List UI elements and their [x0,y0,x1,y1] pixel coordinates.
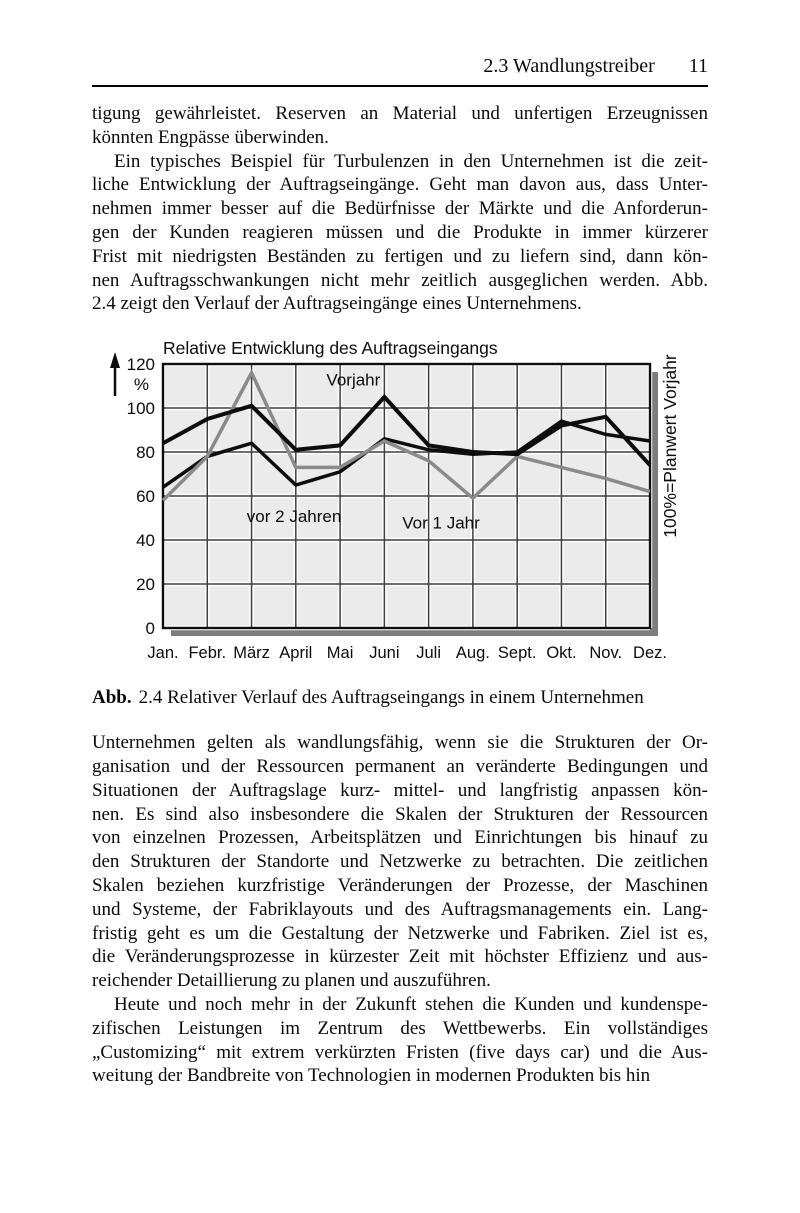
x-tick-label: April [279,644,313,663]
text-line: Frist mit niedrigsten Beständen zu fertigen und zu liefern sind, dann kön- [92,245,708,267]
y-axis-unit: % [133,375,149,395]
text-line: gen der Kunden reagieren müssen und die Produkte in immer kürzerer [92,221,708,243]
right-axis-label: 100%=Planwert Vorjahr [660,354,680,538]
x-tick-label: Dez. [633,644,667,663]
text-line: ganisation und der Ressourcen permanent an veränderte Bedingungen und [92,755,708,777]
text-line: weitung der Bandbreite von Technologien in modernen Produkten bis hin [92,1065,651,1087]
caption-label: Abb. [92,687,132,709]
section-heading: 2.3 Wandlungstreiber [483,55,655,77]
body-paragraph [92,731,708,993]
x-tick-label: Okt. [546,644,577,663]
figure-2-4 [92,338,708,670]
text-line: tigung gewährleistet. Reserven an Material und unfertigen Erzeugnissen [92,103,708,124]
text-line: von einzelnen Prozessen, Arbeitsplätzen und Einrichtungen bis hinauf zu [92,827,708,849]
x-tick-label: März [233,644,270,663]
text-line: „Customizing“ mit extrem verkürzten Fristen (five days car) und die Aus- [92,1041,708,1063]
text-line: nehmen immer besser auf die Bedürfnisse der Märkte und die Anforderun- [92,198,708,220]
x-tick-label: Aug. [455,644,490,663]
text-line: Skalen beziehen kurzfristige Veränderungen der Prozesse, der Maschinen [92,874,708,896]
text-line: könnten Engpässe überwinden. [92,126,329,148]
text-line: reichender Detaillierung zu planen und auszuführen. [92,970,491,992]
x-tick-label: Juni [369,644,400,663]
series-label-vor-2-jahren: vor 2 Jahren [246,506,342,526]
text-line: fristig geht es um die Gestaltung der Netzwerke und Fabriken. Ziel ist es, [92,922,708,944]
y-tick-label: 40 [136,531,155,551]
y-tick-label: 80 [136,443,155,463]
chart-title: Relative Entwicklung des Auftragseingangs [163,338,498,359]
x-tick-label: Jan. [147,644,179,663]
text-line: Heute und noch mehr in der Zukunft stehen die Kunden und kundenspe- [114,993,708,1015]
x-tick-label: Juli [416,644,442,663]
text-line: Ein typisches Beispiel für Turbulenzen in den Unternehmen ist die zeit- [114,150,708,172]
order-intake-chart [92,338,708,670]
text-line: Situationen der Auftragslage kurz- mittel- und langfristig anpassen kön- [92,779,708,801]
y-tick-label: 100 [126,399,155,419]
y-tick-label: 120 [126,355,155,375]
y-tick-label: 20 [136,575,155,595]
text-line: liche Entwicklung der Auftragseingänge. Geht man davon aus, dass Unter- [92,174,708,196]
text-line: und Systeme, der Fabriklayouts und des Auftragsmanagements ein. Lang- [92,898,708,920]
x-tick-label: Nov. [589,644,623,663]
page-number: 11 [688,55,708,77]
text-line: zifischen Leistungen im Zentrum des Wettbewerbs. Ein vollständiges [92,1017,708,1039]
x-tick-label: Febr. [188,644,227,663]
body-text-bottom [92,731,708,1088]
figure-caption [92,686,708,710]
header-rule [92,85,708,87]
text-line: Unternehmen gelten als wandlungsfähig, wenn sie die Strukturen der Or- [92,732,708,754]
text-line: den Strukturen der Standorte und Netzwerke zu betrachten. Die zeitlichen [92,851,708,873]
series-label-vorjahr: Vorjahr [326,370,381,390]
text-line: nen. Es sind also insbesondere die Skalen der Strukturen der Ressourcen [92,803,708,825]
page-header [92,54,708,78]
y-tick-label: 60 [136,487,155,507]
y-axis-arrowhead [110,352,120,368]
y-tick-label: 0 [145,619,155,639]
body-paragraph [92,150,708,317]
body-paragraph [92,102,708,150]
text-line: nen Auftragsschwankungen nicht mehr zeitlich ausgeglichen werden. Abb. [92,269,708,291]
text-line: die Veränderungsprozesse in kürzester Zeit mit höchster Effizienz und aus- [92,946,708,968]
x-tick-label: Sept. [497,644,537,663]
body-text-top [92,102,708,316]
series-label-vor-1-jahr: Vor 1 Jahr [402,513,480,533]
body-paragraph [92,993,708,1088]
text-line: 2.4 zeigt den Verlauf der Auftragseingänge eines Unternehmens. [92,293,582,315]
caption-text: 2.4 Relativer Verlauf des Auftragseingangs in einem Unternehmen [138,687,644,709]
x-tick-label: Mai [326,644,354,663]
